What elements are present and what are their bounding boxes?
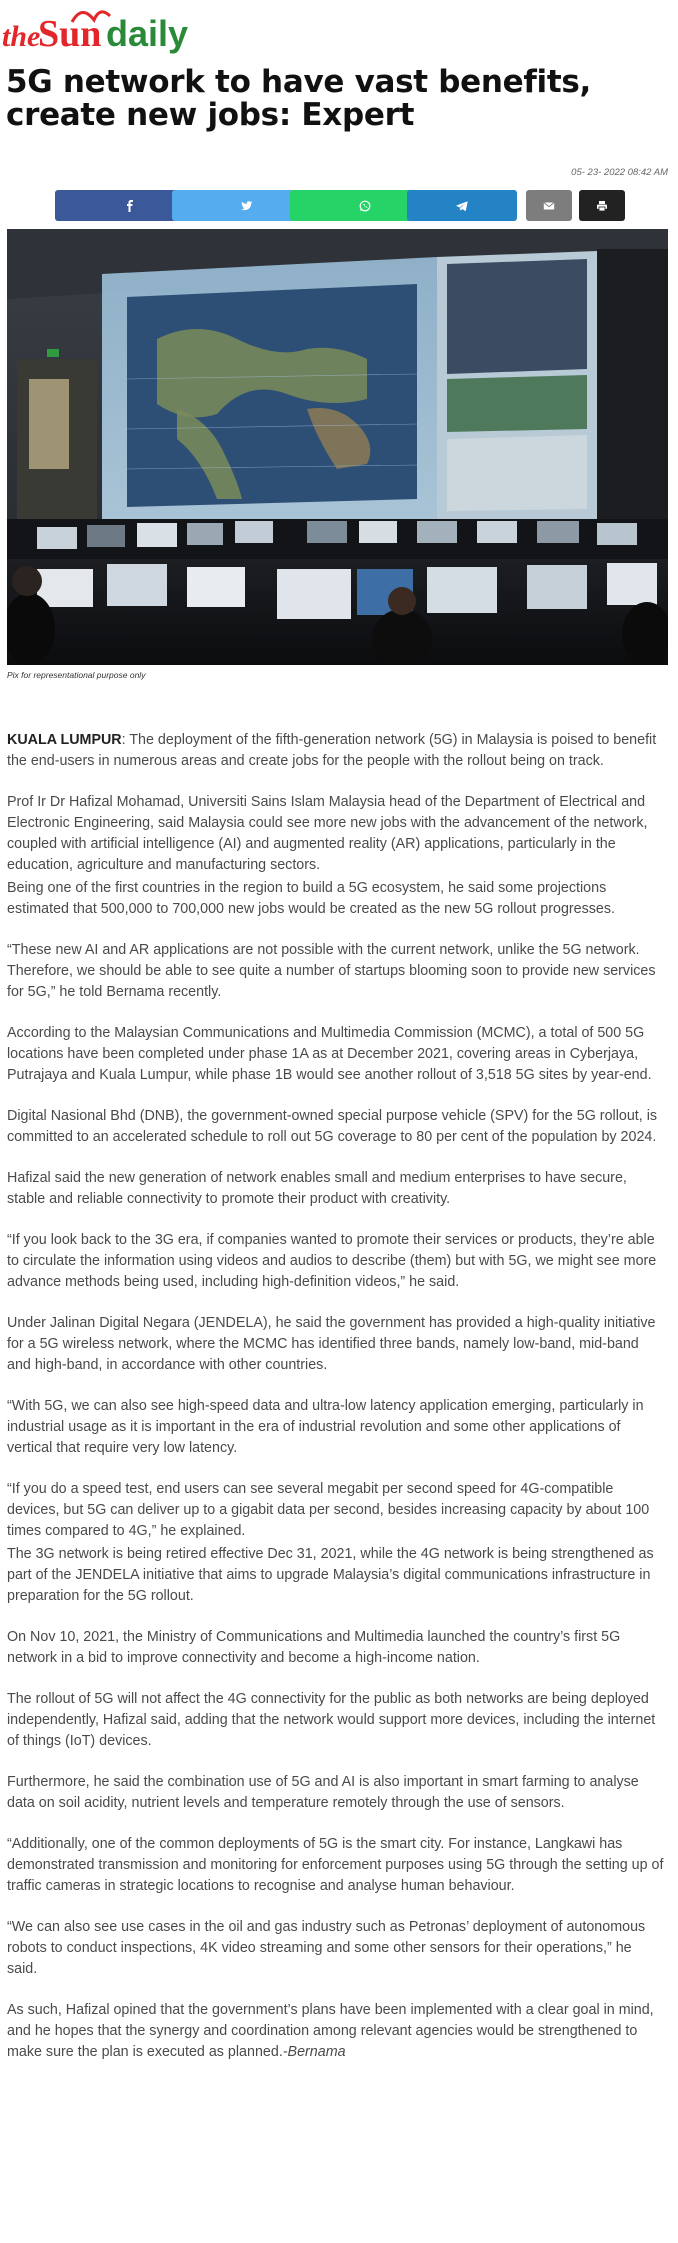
article-body — [7, 730, 665, 2063]
paragraph: Under Jalinan Digital Negara (JENDELA), he said the government has provided a high-quality initiative for a 5G wireless network, where the MCMC has identified three bands, namely low-band, mid-band and high-band, in accordance with other countries. — [7, 1315, 656, 1373]
paragraph: “With 5G, we can also see high-speed data and ultra-low latency application emerging, particularly in industrial usage as it is important in the era of industrial revolution and some other applications of vertical that require very low latency. — [7, 1398, 644, 1456]
byline: -Bernama — [282, 2044, 346, 2060]
print-button[interactable] — [579, 190, 625, 221]
logo-the: the — [2, 20, 41, 53]
paragraph: “If you do a speed test, end users can see several megabit per second speed for 4G-compatible devices, but 5G can deliver up to a gigabit data per second, besides increasing capacity by about 100 times compared to 4G,” he explained. — [7, 1481, 650, 1539]
paragraph: The 3G network is being retired effective Dec 31, 2021, while the 4G network is being strengthened as part of the JENDELA initiative that aims to upgrade Malaysia’s digital communications infrastructure in preparation for the 5G rollout. — [7, 1546, 654, 1604]
printer-icon — [596, 200, 608, 212]
paragraph: “Additionally, one of the common deployments of 5G is the smart city. For instance, Langkawi has demonstrated transmission and monitoring for enforcement purposes using 5G through the setting up of traffic cameras in strategic locations to recognise and analyse human behaviour. — [7, 1836, 664, 1894]
share-telegram-button[interactable] — [407, 190, 517, 221]
paragraph: According to the Malaysian Communications and Multimedia Commission (MCMC), a total of 500 5G locations have been completed under phase 1A as at December 2021, covering areas in Cyberjaya, Putrajaya and Kuala Lumpur, while phase 1B would see another rollout of 3,518 5G sites by year-end. — [7, 1025, 652, 1083]
paragraph: “These new AI and AR applications are not possible with the current network, unlike the 5G network. Therefore, we should be able to see quite a number of startups blooming soon to provide new services for 5G,” he told Bernama recently. — [7, 942, 656, 1000]
paragraph: “We can also see use cases in the oil and gas industry such as Petronas’ deployment of autonomous robots to conduct inspections, 4K video streaming and some other sensors for their operations,” he said. — [7, 1919, 646, 1977]
telegram-icon — [456, 200, 468, 212]
paragraph: “If you look back to the 3G era, if companies wanted to promote their services or products, they’re able to circulate the information using videos and audios to describe (them) but with 5G, we might see more advance methods being used, including high-definition videos,” he said. — [7, 1232, 657, 1290]
share-email-button[interactable] — [526, 190, 572, 221]
publish-date: 05- 23- 2022 08:42 AM — [571, 167, 668, 178]
paragraph: KUALA LUMPUR: The deployment of the fifth-generation network (5G) in Malaysia is poised to benefit the end-users in numerous areas and create jobs for the people with the rollout being on track. — [7, 732, 657, 769]
twitter-icon — [241, 200, 253, 212]
paragraph: Being one of the first countries in the region to build a 5G ecosystem, he said some projections estimated that 500,000 to 700,000 new jobs would be created as the new 5G rollout progresses. — [7, 880, 616, 917]
facebook-icon — [124, 200, 136, 212]
control-room-photo — [7, 229, 668, 665]
paragraph: Digital Nasional Bhd (DNB), the government-owned special purpose vehicle (SPV) for the 5G rollout, is committed to an accelerated schedule to roll out 5G coverage to 80 per cent of the population by 2024. — [7, 1108, 658, 1145]
article-headline: 5G network to have vast benefits, create new jobs: Expert — [6, 64, 592, 133]
paragraph: The rollout of 5G will not affect the 4G connectivity for the public as both networks are being deployed independently, Hafizal said, adding that the network would support more devices, including the internet of things (IoT) devices. — [7, 1691, 656, 1749]
logo-daily: daily — [106, 13, 189, 54]
paragraph: Furthermore, he said the combination use of 5G and AI is also important in smart farming to analyse data on soil acidity, nutrient levels and temperature remotely through the use of sensors. — [7, 1774, 639, 1811]
paragraph: As such, Hafizal opined that the government’s plans have been implemented with a clear goal in mind, and he hopes that the synergy and coordination among relevant agencies would be strengthened to make sure the plan is executed as planned.-Bernama — [7, 2002, 654, 2060]
whatsapp-icon — [359, 200, 371, 212]
paragraph: Prof Ir Dr Hafizal Mohamad, Universiti Sains Islam Malaysia head of the Department of Electrical and Electronic Engineering, said Malaysia could see more new jobs with the advancement of the network, coupled with artificial intelligence (AI) and augmented reality (AR) applications, particularly in the education, agriculture and manufacturing sectors. — [7, 794, 648, 873]
image-caption: Pix for representational purpose only — [7, 670, 146, 680]
mail-icon — [543, 200, 555, 212]
thesundaily-logo[interactable] — [2, 2, 222, 64]
logo-sun: Sun — [38, 13, 102, 55]
dateline-location: KUALA LUMPUR — [7, 732, 122, 748]
paragraph: Hafizal said the new generation of network enables small and medium enterprises to have secure, stable and reliable connectivity to promote their product with creativity. — [7, 1170, 627, 1207]
paragraph: On Nov 10, 2021, the Ministry of Communications and Multimedia launched the country’s first 5G network in a bid to improve connectivity and become a high-income nation. — [7, 1629, 621, 1666]
